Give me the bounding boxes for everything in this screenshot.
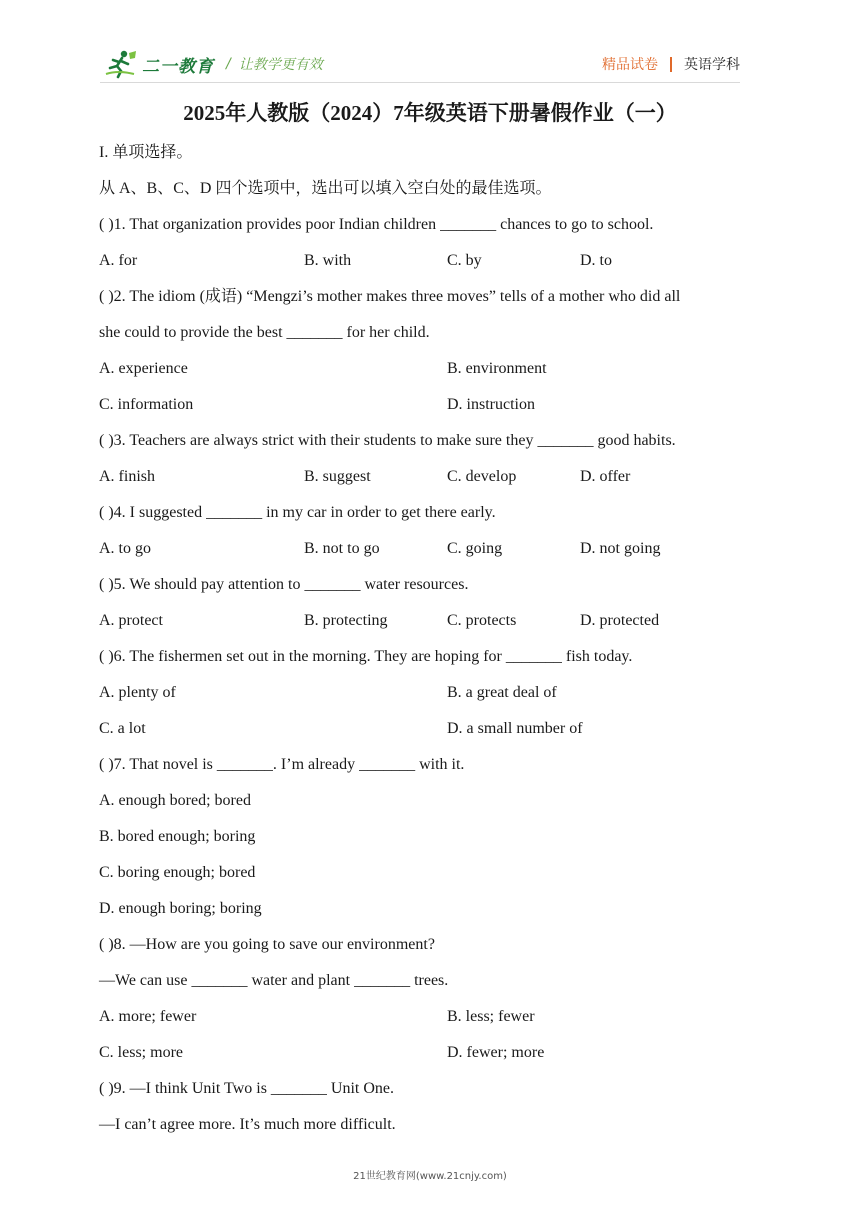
answer-option: B. bored enough; boring bbox=[99, 828, 256, 845]
options-row bbox=[99, 859, 779, 895]
answer-option: C. develop bbox=[447, 468, 517, 485]
footer-source: 21世纪教育网(www.21cnjy.com) bbox=[353, 1171, 507, 1182]
answer-option: C. by bbox=[447, 252, 482, 269]
page-header bbox=[100, 44, 740, 84]
answer-option: A. protect bbox=[99, 612, 163, 629]
slogan-divider: / bbox=[226, 56, 231, 72]
question-stem: ( )2. The idiom (成语) “Mengzi’s mother makes three moves” tells of a mother who did all bbox=[99, 288, 681, 305]
header-tags bbox=[602, 54, 740, 74]
question-stem: ( )3. Teachers are always strict with their students to make sure they _______ good habits. bbox=[99, 432, 676, 449]
tag-divider bbox=[670, 57, 672, 72]
answer-option: D. not going bbox=[580, 540, 661, 557]
answer-option: D. enough boring; boring bbox=[99, 900, 262, 917]
options-row bbox=[99, 715, 779, 751]
question-stem: ( )6. The fishermen set out in the morning. They are hoping for _______ fish today. bbox=[99, 648, 633, 665]
options-row bbox=[99, 1003, 779, 1039]
answer-option: C. less; more bbox=[99, 1044, 183, 1061]
answer-option: D. a small number of bbox=[447, 720, 583, 737]
answer-option: D. fewer; more bbox=[447, 1044, 545, 1061]
question-stem: ( )1. That organization provides poor Indian children _______ chances to go to school. bbox=[99, 216, 654, 233]
section-instruction: 从 A、B、C、D 四个选项中，选出可以填入空白处的最佳选项。 bbox=[99, 180, 552, 197]
answer-option: A. to go bbox=[99, 540, 151, 557]
section-heading: I. 单项选择。 bbox=[99, 144, 193, 161]
logo-text: 二一教育 bbox=[142, 56, 214, 77]
options-row bbox=[99, 679, 779, 715]
question-stem: —I can’t agree more. It’s much more difficult. bbox=[99, 1116, 396, 1133]
runner-logo-icon bbox=[104, 49, 138, 79]
answer-option: D. to bbox=[580, 252, 612, 269]
answer-option: B. suggest bbox=[304, 468, 371, 485]
answer-option: A. plenty of bbox=[99, 684, 176, 701]
answer-option: D. protected bbox=[580, 612, 660, 629]
options-row bbox=[99, 391, 779, 427]
question-stem: ( )8. —How are you going to save our environment? bbox=[99, 936, 435, 953]
options-row bbox=[99, 787, 779, 823]
answer-option: A. experience bbox=[99, 360, 188, 377]
answer-option: D. instruction bbox=[447, 396, 535, 413]
question-stem: ( )4. I suggested _______ in my car in order to get there early. bbox=[99, 504, 496, 521]
options-row bbox=[99, 535, 779, 571]
answer-option: B. less; fewer bbox=[447, 1008, 535, 1025]
answer-option: C. boring enough; bored bbox=[99, 864, 256, 881]
answer-option: C. protects bbox=[447, 612, 517, 629]
answer-option: B. not to go bbox=[304, 540, 380, 557]
answer-option: B. a great deal of bbox=[447, 684, 557, 701]
answer-option: D. offer bbox=[580, 468, 631, 485]
answer-option: A. for bbox=[99, 252, 138, 269]
answer-option: B. with bbox=[304, 252, 352, 269]
question-stem: —We can use _______ water and plant _______ trees. bbox=[99, 972, 449, 989]
tag-premium-paper: 精品试卷 bbox=[602, 57, 658, 73]
answer-option: A. enough bored; bored bbox=[99, 792, 251, 809]
question-stem: ( )9. —I think Unit Two is _______ Unit One. bbox=[99, 1080, 395, 1097]
options-row bbox=[99, 823, 779, 859]
options-row bbox=[99, 895, 779, 931]
answer-option: B. environment bbox=[447, 360, 547, 377]
answer-option: A. finish bbox=[99, 468, 155, 485]
answer-option: A. more; fewer bbox=[99, 1008, 197, 1025]
question-stem: ( )5. We should pay attention to _______ water resources. bbox=[99, 576, 469, 593]
options-row bbox=[99, 355, 779, 391]
question-list bbox=[99, 139, 779, 1147]
options-row bbox=[99, 1039, 779, 1075]
page-title: 2025年人教版（2024）7年级英语下册暑假作业（一） bbox=[183, 101, 677, 125]
answer-option: C. going bbox=[447, 540, 503, 557]
options-row bbox=[99, 247, 779, 283]
answer-option: C. information bbox=[99, 396, 194, 413]
answer-option: B. protecting bbox=[304, 612, 388, 629]
options-row bbox=[99, 607, 779, 643]
options-row bbox=[99, 463, 779, 499]
question-stem: ( )7. That novel is _______. I’m already _______ with it. bbox=[99, 756, 465, 773]
tag-subject: 英语学科 bbox=[684, 57, 740, 73]
answer-option: C. a lot bbox=[99, 720, 146, 737]
question-stem: she could to provide the best _______ for her child. bbox=[99, 324, 430, 341]
header-rule bbox=[100, 82, 740, 83]
slogan: 让教学更有效 bbox=[238, 57, 323, 73]
logo bbox=[104, 48, 323, 80]
